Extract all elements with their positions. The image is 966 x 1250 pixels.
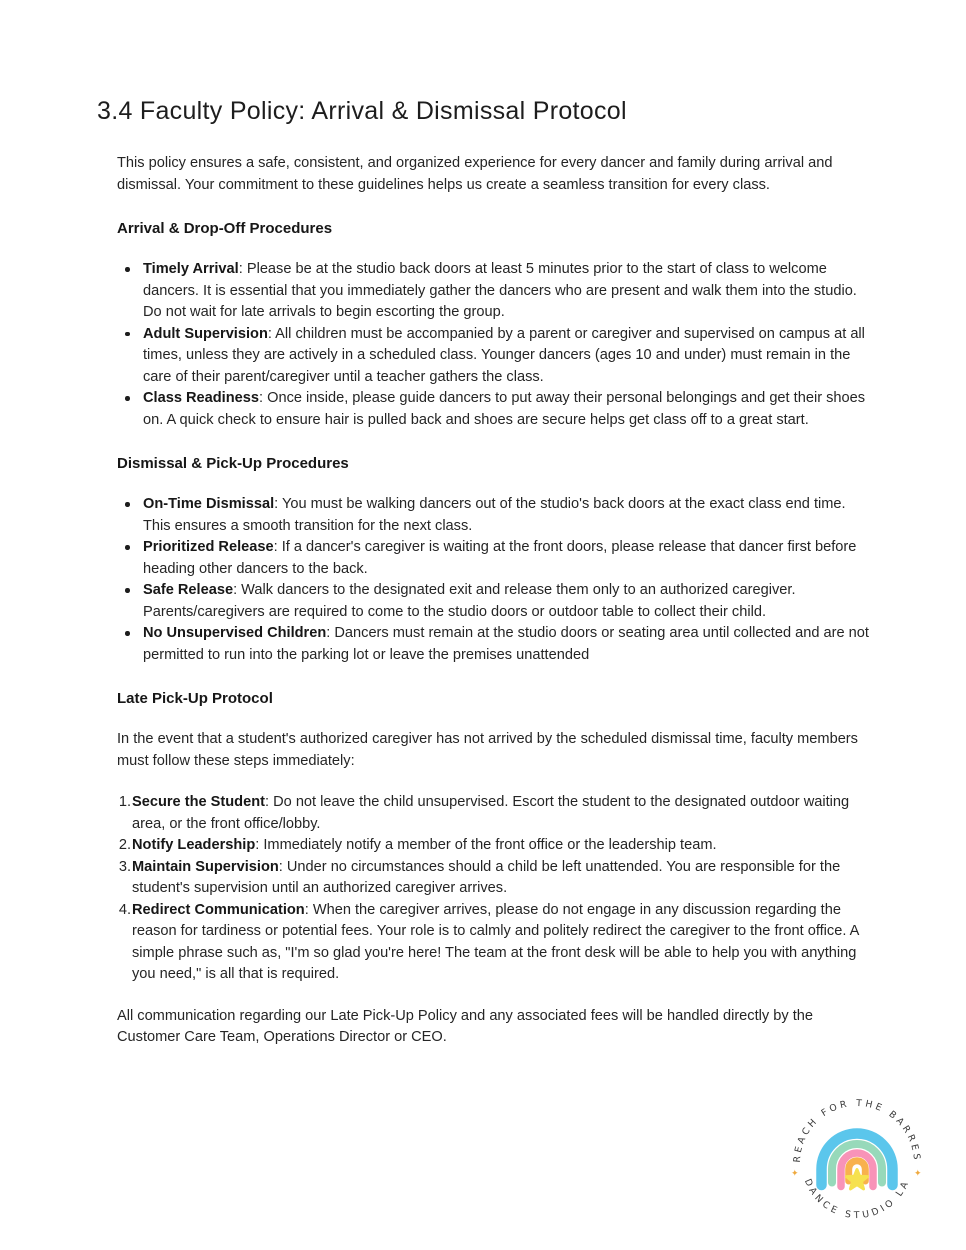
numbered-item [117, 792, 870, 835]
late-pickup-steps [117, 792, 870, 986]
item-term: Timely Arrival [143, 261, 239, 277]
document-content [97, 96, 872, 1049]
logo-arc-bottom-label: DANCE STUDIO LA [801, 1177, 913, 1222]
item-term: Safe Release [143, 582, 234, 598]
item-text: : Do not leave the child unsupervised. Escort the student to the designated outdoor waiting area, or the front office/lobby. [132, 794, 850, 832]
item-term: Prioritized Release [143, 539, 274, 555]
heading-arrival-dropoff: Arrival & Drop-Off Procedures [117, 220, 333, 237]
item-text: : Under no circumstances should a child be left unattended. You are responsible for the student's supervision until an authorized caregiver arrives. [132, 858, 841, 896]
document-body [117, 153, 870, 1049]
item-text: : Please be at the studio back doors at least 5 minutes prior to the start of class to welcome dancers. It is essential that you immediately gather the dancers who are present and walk them into the studio. Do not wait for late arrivals to begin escorting the group. [143, 261, 857, 320]
item-term: Maintain Supervision [132, 858, 279, 875]
studio-logo [787, 1093, 927, 1233]
sparkle-left-icon: ✦ [791, 1169, 799, 1179]
item-text: : If a dancer's caregiver is waiting at the front doors, please release that dancer first before heading other dancers to the back. [143, 539, 857, 577]
item-text: : Dancers must remain at the studio doors or seating area until collected and are not permitted to run into the parking lot or leave the premises unattended [143, 625, 869, 663]
numbered-item [117, 857, 870, 900]
heading-dismissal-pickup: Dismissal & Pick-Up Procedures [117, 455, 349, 472]
list-item [117, 537, 870, 580]
numbered-item [117, 835, 870, 857]
arrival-bullet-list [117, 259, 870, 431]
late-pickup-intro: In the event that a student's authorized caregiver has not arrived by the scheduled dismissal time, faculty members must follow these steps immediately: [117, 731, 858, 769]
studio-logo-badge [787, 1093, 927, 1233]
item-term: Redirect Communication [132, 901, 305, 918]
list-item [117, 388, 870, 431]
list-item [117, 259, 870, 324]
item-term: No Unsupervised Children [143, 625, 327, 641]
heading-late-pickup: Late Pick-Up Protocol [117, 690, 273, 707]
item-term: Notify Leadership [132, 837, 256, 853]
item-text: : Once inside, please guide dancers to put away their personal belongings and get their shoes on. A quick check to ensure hair is pulled back and shoes are secure helps get class off to a great start. [143, 390, 866, 428]
item-text: : Walk dancers to the designated exit and release them only to an authorized caregiver. Parents/caregivers are required to come to the studio doors or outdoor table to collect their child. [143, 582, 796, 620]
item-text: : Immediately notify a member of the front office or the leadership team. [255, 837, 717, 853]
dismissal-bullet-list [117, 494, 870, 666]
sparkle-right-icon: ✦ [914, 1169, 922, 1179]
item-text: : You must be walking dancers out of the studio's back doors at the exact class end time. This ensures a smooth transition for the next class. [143, 496, 846, 534]
logo-arc-top-label: REACH FOR THE BARRES [791, 1097, 923, 1163]
intro-paragraph: This policy ensures a safe, consistent, and organized experience for every dancer and family during arrival and dismissal. Your commitment to these guidelines helps us create a seamless transition for every class. [117, 155, 833, 193]
item-term: Class Readiness [143, 390, 260, 406]
item-term: Adult Supervision [143, 325, 268, 342]
item-term: On-Time Dismissal [143, 496, 275, 512]
page-title: 3.4 Faculty Policy: Arrival & Dismissal Protocol [97, 97, 627, 125]
numbered-item [117, 900, 870, 986]
item-term: Secure the Student [132, 794, 265, 810]
list-item [117, 324, 870, 389]
closing-paragraph: All communication regarding our Late Pick-Up Policy and any associated fees will be handled directly by the Customer Care Team, Operations Director or CEO. [117, 1007, 814, 1045]
list-item [117, 623, 870, 666]
item-text: : All children must be accompanied by a parent or caregiver and supervised on campus at all times, unless they are actively in a scheduled class. Younger dancers (ages 10 and under) must remain in the care of their parent/caregiver until a teacher gathers the class. [143, 325, 865, 385]
list-item [117, 494, 870, 537]
list-item [117, 580, 870, 623]
item-text: : When the caregiver arrives, please do not engage in any discussion regarding the reason for tardiness or potential fees. Your role is to calmly and politely redirect the caregiver to the front office. A simple phrase such as, "I'm so glad you're here! The team at the front desk will be able to help you with anything you need," is all that is required. [132, 901, 859, 982]
